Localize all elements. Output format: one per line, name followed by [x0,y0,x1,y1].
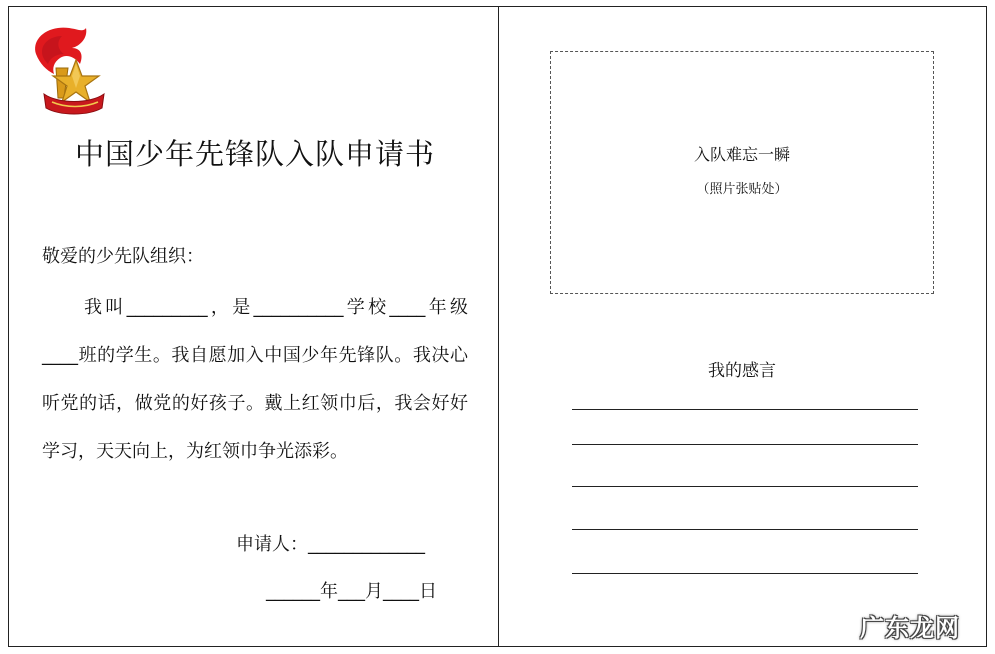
application-date: ______年___月____日 [266,581,437,602]
writing-line [572,409,918,410]
applicant-signature: 申请人：_____________ [236,534,425,555]
page-title: 中国少年先锋队入队申请书 [74,137,435,171]
writing-line [572,529,918,530]
young-pioneers-emblem-icon [28,24,110,118]
photo-placeholder [550,51,934,294]
photo-title: 入队难忘一瞬 [693,145,790,164]
watermark: 广东龙网 [860,614,960,642]
writing-line [572,486,918,487]
writing-line [572,444,918,445]
feelings-title: 我的感言 [708,361,776,381]
application-body: 我叫_________，是__________学校____年级____班的学生。我自愿加入中国少年先锋队。我决心听党的话，做党的好孩子。戴上红领巾后，我会好好学习，天天向上，为红领巾争光添彩。 [42,297,468,462]
photo-subtitle: （照片张贴处） [696,182,788,197]
greeting: 敬爱的少先队组织： [42,246,204,267]
writing-line [572,573,918,574]
fold-divider [498,6,499,647]
